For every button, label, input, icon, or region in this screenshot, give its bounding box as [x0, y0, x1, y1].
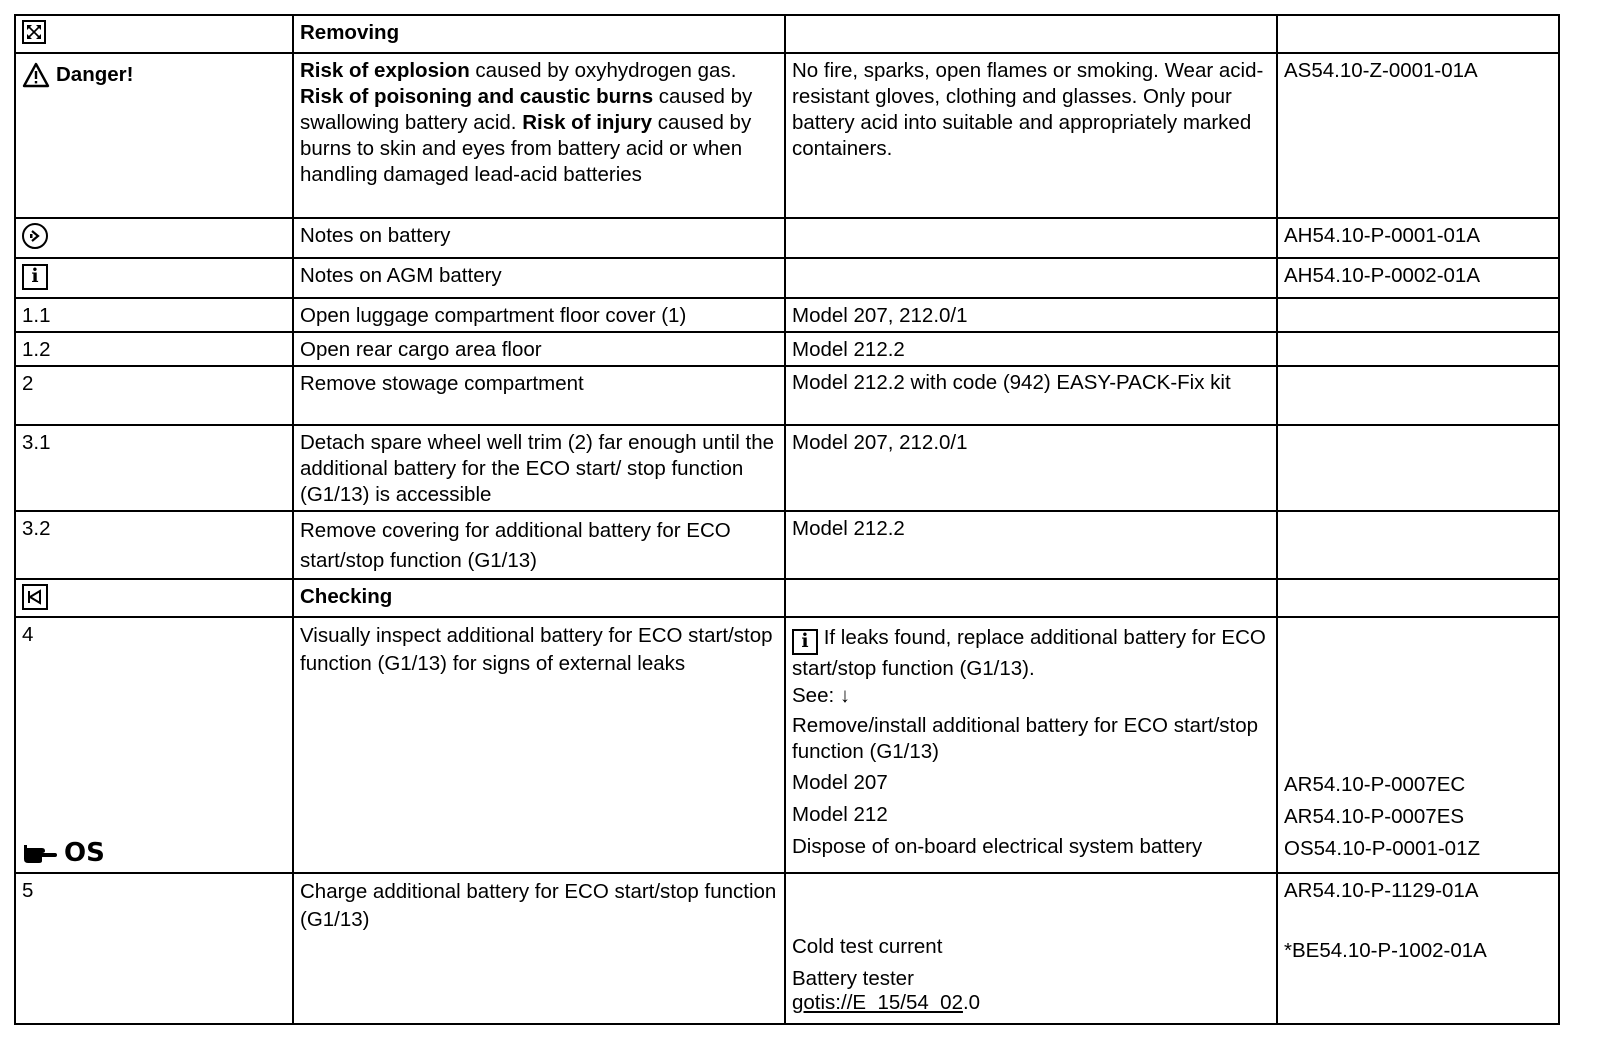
- step-action: Open rear cargo area floor: [293, 332, 785, 366]
- danger-description: [293, 53, 785, 218]
- table-row-removing: [15, 15, 1559, 53]
- table-row: [15, 511, 1559, 579]
- procedure-table: [14, 14, 1560, 1025]
- notes-battery-reference: AH54.10-P-0001-01A: [1277, 218, 1559, 258]
- step-action: Charge additional battery for ECO start/stop function (G1/13): [293, 873, 785, 1024]
- table-row: [15, 425, 1559, 511]
- see-reference: See: ↓: [792, 683, 851, 707]
- table-row-notes-agm: [15, 258, 1559, 298]
- dispose-battery-text: Dispose of on-board electrical system battery: [792, 834, 1203, 858]
- table-row-step-4: [15, 617, 1559, 873]
- check-flag-icon: [22, 584, 48, 610]
- danger-risk-text: caused by oxyhydrogen gas.: [469, 59, 737, 82]
- charge-reference: AR54.10-P-1129-01A: [1284, 879, 1479, 902]
- step-number: 1.1: [15, 298, 293, 332]
- table-row-step-5: [15, 873, 1559, 1024]
- model-212-label: Model 212: [792, 802, 888, 826]
- table-row: [15, 298, 1559, 332]
- table-row-danger: [15, 53, 1559, 218]
- table-row-notes-battery: [15, 218, 1559, 258]
- danger-risk-heading: Risk of poisoning and caustic burns: [300, 85, 654, 108]
- ar-reference-212: AR54.10-P-0007ES: [1284, 805, 1465, 828]
- step-number: 1.2: [15, 332, 293, 366]
- step-action: Remove covering for additional battery for ECO start/stop function (G1/13): [293, 511, 785, 579]
- os-reference: OS54.10-P-0001-01Z: [1284, 837, 1481, 860]
- danger-risk-heading: Risk of injury: [522, 111, 653, 134]
- notes-on-battery: Notes on battery: [293, 218, 785, 258]
- step-model: Model 207, 212.0/1: [785, 298, 1277, 332]
- step-action: Open luggage compartment floor cover (1): [293, 298, 785, 332]
- cold-test-reference: *BE54.10-P-1002-01A: [1284, 939, 1487, 962]
- pointing-hand-icon: [22, 842, 58, 864]
- danger-risk-text: caused by burns to skin and eyes from battery acid or when handling damaged lead-acid batteries: [300, 111, 752, 186]
- info-box-icon: i: [22, 264, 48, 290]
- danger-risk-heading: Risk of explosion: [300, 59, 470, 82]
- step-model: Model 212.2: [785, 511, 1277, 579]
- table-row-checking: [15, 579, 1559, 617]
- os-label: OS: [64, 838, 105, 868]
- step-number: 3.1: [15, 425, 293, 511]
- info-box-icon: i: [792, 629, 818, 655]
- step-number: 4: [22, 623, 34, 646]
- gotis-link-suffix: .0: [962, 991, 981, 1014]
- step-number: 5: [15, 873, 293, 1024]
- table-row: [15, 332, 1559, 366]
- notes-on-agm-battery: Notes on AGM battery: [293, 258, 785, 298]
- remove-install-text: Remove/install additional battery for ECO start/stop function (G1/13): [792, 713, 1259, 763]
- danger-measures: No fire, sparks, open flames or smoking. Wear acid-resistant gloves, clothing and glasses. Only pour battery acid into suitable and appropriately marked containers.: [785, 53, 1277, 218]
- ar-reference-207: AR54.10-P-0007EC: [1284, 773, 1466, 796]
- step-model: Model 212.2 with code (942) EASY-PACK-Fix kit: [785, 366, 1277, 425]
- table-row: [15, 366, 1559, 425]
- step-number: 3.2: [15, 511, 293, 579]
- step-number: 2: [15, 366, 293, 425]
- step-action: Remove stowage compartment: [293, 366, 785, 425]
- cold-test-current: Cold test current: [792, 935, 943, 958]
- step-model: Model 212.2: [785, 332, 1277, 366]
- circled-arrow-icon: [22, 223, 48, 249]
- gotis-link[interactable]: gotis://E_15/54_02: [792, 991, 963, 1014]
- battery-tester-label: Battery tester: [792, 967, 914, 990]
- warning-triangle-icon: [22, 62, 50, 88]
- section-heading-checking: Checking: [293, 579, 785, 617]
- expand-arrows-icon: [22, 20, 46, 44]
- info-note: i If leaks found, replace additional battery for ECO start/stop function (G1/13).: [792, 626, 1266, 680]
- danger-label: Danger!: [56, 63, 134, 86]
- model-207-label: Model 207: [792, 770, 888, 794]
- step-action: Detach spare wheel well trim (2) far enough until the additional battery for the ECO start/ stop function (G1/13) is accessible: [293, 425, 785, 511]
- section-heading-removing: Removing: [293, 15, 785, 53]
- danger-reference: AS54.10-Z-0001-01A: [1277, 53, 1559, 218]
- step-action: Visually inspect additional battery for ECO start/stop function (G1/13) for signs of external leaks: [293, 617, 785, 873]
- step-model: Model 207, 212.0/1: [785, 425, 1277, 511]
- danger-risk-text: caused by swallowing battery acid.: [300, 85, 753, 134]
- notes-agm-reference: AH54.10-P-0002-01A: [1277, 258, 1559, 298]
